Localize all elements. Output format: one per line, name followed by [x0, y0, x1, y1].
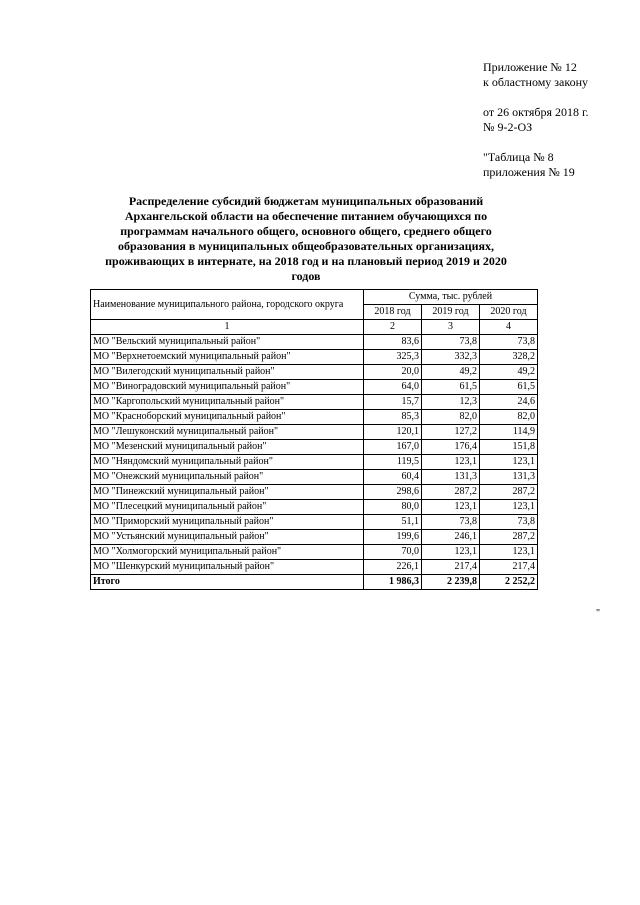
appendix-number: Приложение № 12: [483, 60, 577, 74]
table-row: [91, 440, 538, 455]
value-2018: 85,3: [364, 410, 422, 425]
value-2018: 119,5: [364, 455, 422, 470]
table-row: [91, 530, 538, 545]
value-2018: 298,6: [364, 485, 422, 500]
table-row: [91, 560, 538, 575]
table-row: [91, 500, 538, 515]
value-2018: 20,0: [364, 365, 422, 380]
total-2020: 2 252,2: [480, 575, 538, 590]
sum-header: Сумма, тыс. рублей: [364, 290, 538, 305]
closing-quote: ": [596, 608, 601, 619]
value-2019: 287,2: [422, 485, 480, 500]
value-2020: 82,0: [480, 410, 538, 425]
table-row: [91, 335, 538, 350]
district-name: МО "Няндомский муниципальный район": [91, 455, 364, 470]
total-row: [91, 575, 538, 590]
table-row: [91, 425, 538, 440]
value-2018: 80,0: [364, 500, 422, 515]
value-2019: 123,1: [422, 500, 480, 515]
value-2019: 176,4: [422, 440, 480, 455]
value-2019: 127,2: [422, 425, 480, 440]
district-name: МО "Верхнетоемский муниципальный район": [91, 350, 364, 365]
col-number: 3: [422, 320, 480, 335]
district-name: МО "Шенкурский муниципальный район": [91, 560, 364, 575]
district-name: МО "Лешуконский муниципальный район": [91, 425, 364, 440]
value-2020: 24,6: [480, 395, 538, 410]
value-2020: 114,9: [480, 425, 538, 440]
value-2019: 73,8: [422, 515, 480, 530]
value-2018: 226,1: [364, 560, 422, 575]
col-number: 2: [364, 320, 422, 335]
value-2019: 217,4: [422, 560, 480, 575]
value-2018: 60,4: [364, 470, 422, 485]
district-name: МО "Холмогорский муниципальный район": [91, 545, 364, 560]
district-name: МО "Красноборский муниципальный район": [91, 410, 364, 425]
total-label: Итого: [91, 575, 364, 590]
value-2018: 325,3: [364, 350, 422, 365]
value-2019: 246,1: [422, 530, 480, 545]
value-2018: 64,0: [364, 380, 422, 395]
district-name: МО "Вилегодский муниципальный район": [91, 365, 364, 380]
district-name: МО "Устьянский муниципальный район": [91, 530, 364, 545]
district-name: МО "Каргопольский муниципальный район": [91, 395, 364, 410]
value-2018: 83,6: [364, 335, 422, 350]
col-name-header: Наименование муниципального района, городского округа: [91, 290, 364, 320]
table-row: [91, 395, 538, 410]
value-2018: 51,1: [364, 515, 422, 530]
value-2019: 332,3: [422, 350, 480, 365]
value-2019: 73,8: [422, 335, 480, 350]
district-name: МО "Мезенский муниципальный район": [91, 440, 364, 455]
document-title: Распределение субсидий бюджетам муниципальных образований Архангельской области на обеспечение питанием обучающихся по программам начального общего, основного общего, среднего общего образования в муниципальных общеобразовательных организациях, проживающих в интернате, на 2018 год и на плановый период 2019 и 2020 годов: [105, 194, 507, 283]
value-2020: 123,1: [480, 500, 538, 515]
appendix-law-number: № 9-2-ОЗ: [483, 120, 533, 134]
table-row: [91, 470, 538, 485]
table-row: [91, 380, 538, 395]
value-2020: 123,1: [480, 545, 538, 560]
value-2019: 123,1: [422, 455, 480, 470]
appendix-annex-ref: приложения № 19: [483, 165, 575, 179]
table-row: [91, 515, 538, 530]
appendix-date: от 26 октября 2018 г.: [483, 105, 589, 119]
header-row: [91, 290, 538, 305]
table-row: [91, 365, 538, 380]
value-2020: 328,2: [480, 350, 538, 365]
value-2020: 151,8: [480, 440, 538, 455]
value-2020: 73,8: [480, 515, 538, 530]
value-2020: 49,2: [480, 365, 538, 380]
value-2018: 167,0: [364, 440, 422, 455]
table-row: [91, 410, 538, 425]
district-name: МО "Виноградовский муниципальный район": [91, 380, 364, 395]
total-2018: 1 986,3: [364, 575, 422, 590]
subsidy-table: [90, 289, 538, 590]
year-2018-header: 2018 год: [364, 305, 422, 320]
column-numbers-row: [91, 320, 538, 335]
value-2018: 120,1: [364, 425, 422, 440]
value-2018: 70,0: [364, 545, 422, 560]
district-name: МО "Приморский муниципальный район": [91, 515, 364, 530]
table-row: [91, 455, 538, 470]
value-2020: 217,4: [480, 560, 538, 575]
col-number: 4: [480, 320, 538, 335]
value-2019: 131,3: [422, 470, 480, 485]
col-number: 1: [91, 320, 364, 335]
year-2019-header: 2019 год: [422, 305, 480, 320]
data-rows: [91, 335, 538, 575]
value-2020: 287,2: [480, 530, 538, 545]
value-2020: 61,5: [480, 380, 538, 395]
value-2019: 82,0: [422, 410, 480, 425]
table-row: [91, 485, 538, 500]
value-2020: 73,8: [480, 335, 538, 350]
value-2018: 199,6: [364, 530, 422, 545]
appendix-block: [483, 60, 589, 180]
table-row: [91, 545, 538, 560]
district-name: МО "Пинежский муниципальный район": [91, 485, 364, 500]
district-name: МО "Вельский муниципальный район": [91, 335, 364, 350]
district-name: МО "Онежский муниципальный район": [91, 470, 364, 485]
value-2018: 15,7: [364, 395, 422, 410]
appendix-law-ref: к областному закону: [483, 75, 589, 89]
district-name: МО "Плесецкий муниципальный район": [91, 500, 364, 515]
value-2020: 123,1: [480, 455, 538, 470]
value-2020: 287,2: [480, 485, 538, 500]
total-2019: 2 239,8: [422, 575, 480, 590]
value-2019: 61,5: [422, 380, 480, 395]
appendix-table-number: "Таблица № 8: [483, 150, 554, 164]
table-row: [91, 350, 538, 365]
value-2019: 123,1: [422, 545, 480, 560]
value-2019: 12,3: [422, 395, 480, 410]
value-2019: 49,2: [422, 365, 480, 380]
year-2020-header: 2020 год: [480, 305, 538, 320]
value-2020: 131,3: [480, 470, 538, 485]
